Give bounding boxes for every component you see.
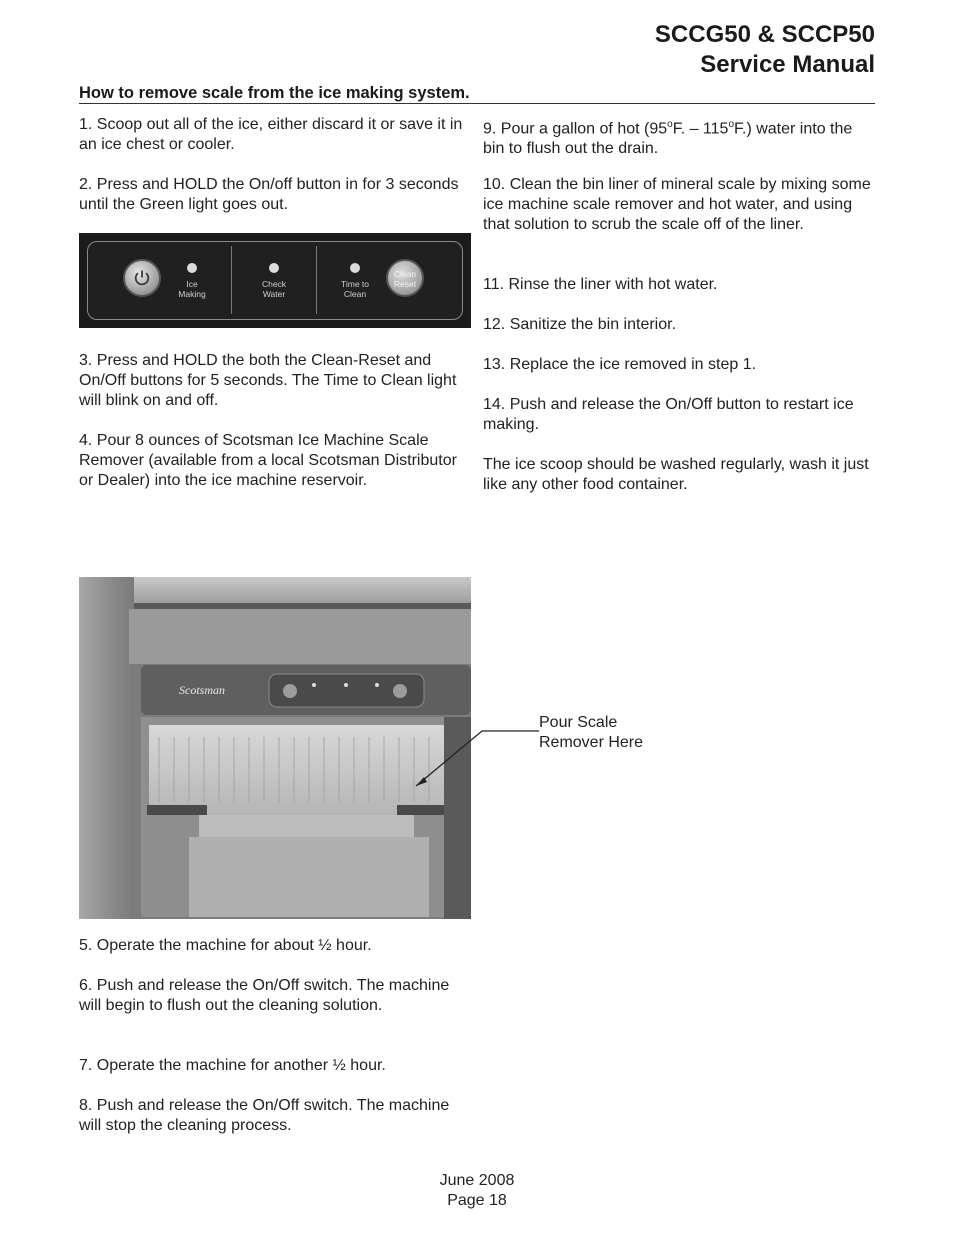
step-5: 5. Operate the machine for about ½ hour. (79, 937, 372, 954)
power-icon (133, 269, 151, 287)
step-7: 7. Operate the machine for another ½ hour. (79, 1057, 386, 1074)
step-8: 8. Push and release the On/Off switch. The machine will stop the cleaning process. (79, 1097, 450, 1134)
power-button (123, 259, 161, 297)
panel-divider (231, 246, 232, 314)
step-4: 4. Pour 8 ounces of Scotsman Ice Machine Scale Remover (available from a local Scotsman Distributor or Dealer) into the ice machine reservoir. (79, 432, 457, 489)
step-2: 2. Press and HOLD the On/off button in for 3 seconds until the Green light goes out. (79, 176, 459, 213)
degree-mark: o (728, 119, 734, 130)
step-12: 12. Sanitize the bin interior. (483, 316, 677, 333)
time-to-clean-label-line1: Time to (340, 279, 370, 289)
clean-reset-label-line1: Clean (393, 269, 417, 279)
check-water-label (252, 279, 296, 299)
check-water-label-line1: Check (261, 279, 287, 289)
callout-line1: Pour Scale (539, 714, 618, 731)
heading-rule (79, 103, 875, 104)
document-title-line1: SCCG50 & SCCP50 (654, 21, 875, 48)
scoop-note: The ice scoop should be washed regularly, wash it just like any other food container. (483, 456, 869, 493)
pour-scale-callout (539, 713, 643, 753)
step-14: 14. Push and release the On/Off button to restart ice making. (483, 396, 854, 433)
check-water-light (269, 263, 279, 273)
section-heading: How to remove scale from the ice making system. (79, 84, 470, 102)
step-10: 10. Clean the bin liner of mineral scale by mixing some ice machine scale remover and hot water, and using that solution to scrub the scale off of the liner. (483, 176, 871, 233)
step-11: 11. Rinse the liner with hot water. (483, 276, 718, 293)
panel-divider (316, 246, 317, 314)
step-9 (483, 115, 873, 159)
ice-making-label (170, 279, 214, 299)
step-9-part3: F.) water into the bin to flush out the drain. (483, 120, 853, 158)
callout-leader-line (400, 720, 550, 800)
footer-page-number: Page 18 (447, 1192, 507, 1209)
step-9-part1: 9. Pour a gallon of hot (95 (483, 120, 668, 138)
step-13: 13. Replace the ice removed in step 1. (483, 356, 757, 373)
time-to-clean-label (333, 279, 377, 299)
ice-making-label-line1: Ice (186, 279, 198, 289)
step-1: 1. Scoop out all of the ice, either discard it or save it in an ice chest or cooler. (79, 116, 463, 153)
check-water-label-line2: Water (262, 289, 286, 299)
ice-making-light (187, 263, 197, 273)
step-3: 3. Press and HOLD the both the Clean-Reset and On/Off buttons for 5 seconds. The Time to Clean light will blink on and off. (79, 352, 457, 409)
document-title-line2: Service Manual (700, 51, 875, 78)
control-panel-image (79, 233, 471, 328)
clean-reset-button (386, 259, 424, 297)
callout-line2: Remover Here (539, 734, 644, 751)
step-9-part2: F. – 115 (672, 120, 729, 138)
time-to-clean-label-line2: Clean (343, 289, 367, 299)
degree-mark: o (667, 119, 673, 130)
time-to-clean-light (350, 263, 360, 273)
clean-reset-label-line2: Reset (393, 279, 417, 289)
ice-making-label-line2: Making (178, 289, 206, 299)
brand-logo: Scotsman (179, 683, 225, 697)
footer-date: June 2008 (439, 1172, 515, 1189)
step-6: 6. Push and release the On/Off switch. The machine will begin to flush out the cleaning solution. (79, 977, 450, 1014)
